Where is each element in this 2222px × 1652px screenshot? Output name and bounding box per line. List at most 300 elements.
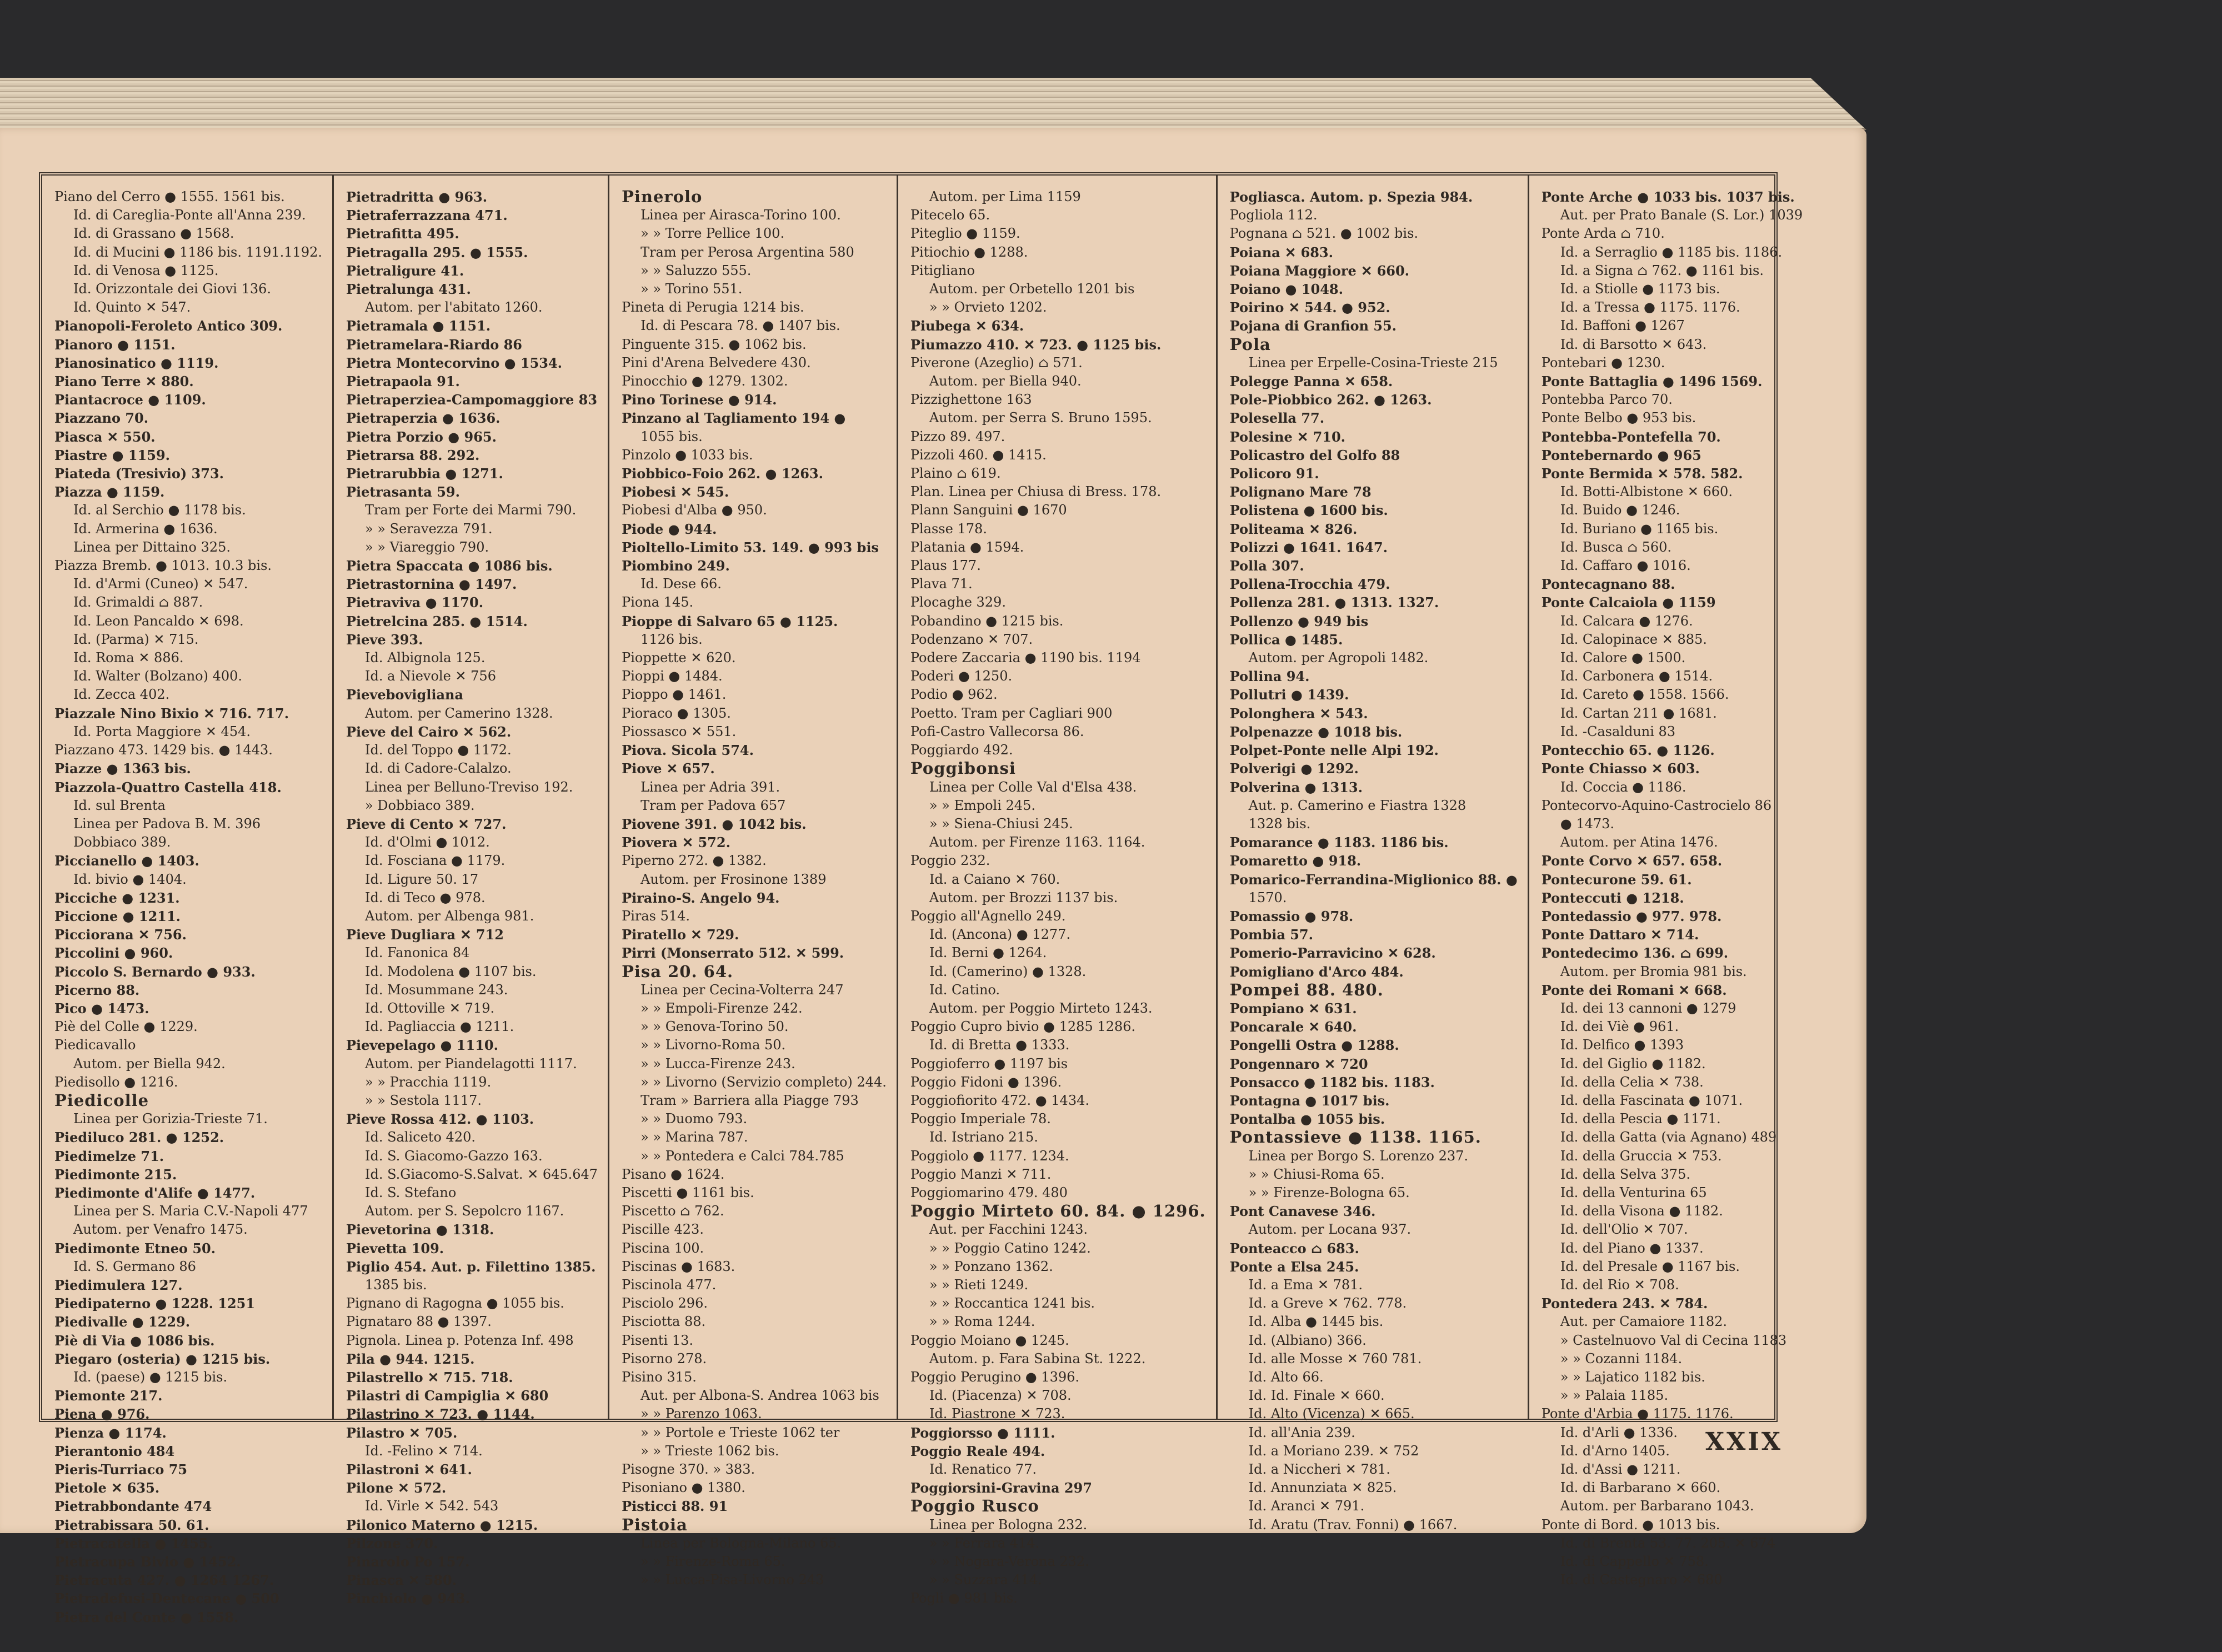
index-entry: Id. della Pescia ● 1171.	[1560, 1111, 1721, 1127]
index-entry: Pietrapaola 91.	[346, 373, 460, 390]
index-entry: Id. Grimaldi ⌂ 887.	[73, 594, 203, 610]
index-entry: Pomarico-Ferrandina-Miglionico 88. ●	[1229, 871, 1518, 888]
index-entry: Pietraperzia ● 1636.	[346, 410, 501, 427]
index-entry: Ponte Chiasso ✕ 603.	[1541, 760, 1700, 777]
index-entry: Pietraviva ● 1170.	[346, 594, 484, 611]
index-entry: Autom. per Biella 942.	[73, 1055, 226, 1072]
index-entry: Id. del Giglio ● 1182.	[1560, 1055, 1706, 1072]
index-heading: Poggio Mirteto 60. 84. ● 1296.	[910, 1202, 1206, 1221]
index-entry: Id. -Casalduni 83	[1560, 723, 1676, 739]
index-entry: Id. Istriano 215.	[929, 1129, 1038, 1145]
index-entry: Pioppi ● 1484.	[622, 668, 723, 684]
index-entry: Plan. Linea per Chiusa di Bress. 178.	[910, 484, 1162, 500]
index-entry: Linea per Adria 391.	[640, 779, 780, 795]
index-entry: Pietracuta 427. ● 1264 1267.	[54, 1572, 274, 1589]
index-entry: Piccolini ● 960.	[54, 945, 173, 962]
index-entry: Pisticci 88. 91	[622, 1498, 728, 1515]
book-page	[0, 128, 1866, 1625]
index-entry: Piazzano 70.	[54, 410, 149, 427]
index-entry: Piccione ● 1211.	[54, 908, 181, 924]
index-column	[1218, 176, 1529, 1533]
index-entry: 1570.	[1248, 889, 1287, 905]
index-entry: Pinarolo Po 157.	[346, 1554, 470, 1570]
index-heading: Poggio Rusco	[910, 1496, 1039, 1516]
index-entry: Polverigi ● 1292.	[1229, 760, 1359, 777]
index-entry: Id. d'Arli ● 1336.	[1560, 1424, 1678, 1440]
index-entry: Aut. per Camaiore 1182.	[1560, 1314, 1727, 1330]
index-entry: » » Suzzara 414.	[929, 1572, 1042, 1588]
index-entry: Pomerio-Parravicino ✕ 628.	[1229, 945, 1436, 962]
index-entry: Pobandino ● 1215 bis.	[910, 613, 1064, 629]
index-entry: Piovera ✕ 572.	[622, 834, 730, 851]
index-entry: Piazzano 473. 1429 bis. ● 1443.	[54, 742, 273, 758]
index-entry: Polpenazze ● 1018 bis.	[1229, 723, 1403, 740]
index-entry: Linea per S. Maria C.V.-Napoli 477	[73, 1203, 308, 1219]
index-entry: Id. Leon Pancaldo ✕ 698.	[73, 613, 244, 629]
index-entry: Poiano ● 1048.	[1229, 281, 1343, 298]
index-entry: Pizzighettone 163	[910, 392, 1032, 408]
index-entry: Piè di Via ● 1086 bis.	[54, 1332, 215, 1349]
index-entry: Poncarale ✕ 640.	[1229, 1019, 1357, 1035]
index-heading: Pola	[1229, 334, 1271, 354]
index-entry: Tram per Padova 657	[640, 797, 786, 813]
index-entry: Pietole ✕ 635.	[54, 1480, 160, 1496]
index-entry: Id. di Bretta ● 1333.	[929, 1037, 1070, 1053]
index-entry: Pomigliano d'Arco 484.	[1229, 963, 1404, 980]
index-entry: Pilastrino ✕ 723. ● 1144.	[346, 1406, 535, 1423]
index-entry: Pietrasanta 59.	[346, 484, 460, 500]
index-entry: Autom. per Locana 937.	[1248, 1222, 1412, 1238]
index-entry: Poggiorsini-Gravina 297	[910, 1480, 1092, 1496]
index-entry: Piantacroce ● 1109.	[54, 392, 206, 408]
index-entry: Pieve di Cento ✕ 727.	[346, 815, 507, 832]
index-entry: » » Siena-Chiusi 245.	[929, 815, 1073, 832]
index-entry: » » Portole e Trieste 1062 ter	[640, 1424, 840, 1440]
index-entry: Id. S. Germano 86	[73, 1258, 196, 1274]
index-entry: Pignano di Ragogna ● 1055 bis.	[346, 1295, 564, 1311]
index-entry: Id. Orizzontale dei Giovi 136.	[73, 281, 272, 297]
index-entry: Pisciolo 296.	[622, 1295, 708, 1311]
index-entry: Polegge Panna ✕ 658.	[1229, 373, 1393, 390]
index-entry: Ponte Calcaiola ● 1159	[1541, 594, 1716, 611]
index-entry: Piazza ● 1159.	[54, 484, 165, 500]
index-entry: Id. Fanonica 84	[364, 945, 470, 961]
index-entry: Autom. per Atina 1476.	[1560, 834, 1718, 850]
index-entry: » » Cozanni 1184.	[1560, 1350, 1683, 1366]
index-heading: Pistoia	[622, 1515, 688, 1534]
page-number: XXIX	[1705, 1428, 1783, 1456]
index-entry: Piperno 272. ● 1382.	[622, 853, 767, 869]
index-entry: Ponte a Elsa 245.	[1229, 1258, 1359, 1275]
index-entry: Pontecorvo-Aquino-Castrocielo 86	[1541, 797, 1772, 813]
index-entry: Pietraligure 41.	[346, 262, 464, 279]
index-entry: » Dobbiaco 389.	[364, 797, 475, 813]
index-entry: Linea per Airasca-Torino 100.	[640, 207, 841, 223]
index-entry: Pitecelo 65.	[910, 207, 990, 223]
index-entry: Pietra Spaccata ● 1086 bis.	[346, 558, 553, 574]
index-heading: Pontassieve ● 1138. 1165.	[1229, 1128, 1482, 1147]
index-entry: Id. Buriano ● 1165 bis.	[1560, 520, 1719, 537]
index-entry: Pollutri ● 1439.	[1229, 687, 1349, 703]
index-entry: Plava 71.	[910, 576, 973, 592]
index-entry: Poggioferro ● 1197 bis	[910, 1055, 1068, 1072]
index-entry: Linea per Gorizia-Trieste 71.	[73, 1111, 268, 1127]
index-entry: Autom. per Biella 940.	[929, 373, 1082, 389]
index-entry: Id. Delfico ● 1393	[1560, 1037, 1684, 1053]
index-entry: » » Firenze-Bologna 65.	[1248, 1184, 1410, 1200]
index-entry: Pianosinatico ● 1119.	[54, 354, 219, 371]
index-entry: Id. di Barsotto ✕ 643.	[1560, 336, 1707, 352]
index-entry: Pietrelcina 285. ● 1514.	[346, 613, 528, 629]
index-entry: Piobesi d'Alba ● 950.	[622, 502, 767, 518]
index-entry: Pinocchio ● 1279. 1302.	[622, 373, 788, 389]
index-entry: » » Orvieto 1202.	[929, 299, 1047, 316]
index-entry: Pontecagnano 88.	[1541, 576, 1675, 593]
index-entry: Id. (Camerino) ● 1328.	[929, 963, 1087, 979]
index-entry: Pioltello-Limito 53. 149. ● 993 bis	[622, 539, 879, 555]
index-entry: Id. Alto (Vicenza) ✕ 665.	[1248, 1406, 1415, 1422]
index-entry: Linea per Erpelle-Cosina-Trieste 215	[1248, 354, 1498, 371]
index-entry: Pietrarsa 88. 292.	[346, 447, 480, 463]
index-entry: Pisenti 13.	[622, 1332, 693, 1348]
index-entry: Piglio 454. Aut. p. Filettino 1385.	[346, 1258, 596, 1275]
index-entry: » » Seravezza 791.	[364, 520, 493, 537]
index-entry: » » Livorno-Roma 50.	[640, 1037, 786, 1053]
index-entry: Id. a Signa ⌂ 762. ● 1161 bis.	[1560, 262, 1764, 278]
index-entry: Linea per Belluno-Treviso 192.	[364, 779, 573, 795]
index-entry: Piazzola-Quattro Castella 418.	[54, 779, 282, 795]
index-entry: Id. sul Brenta	[73, 797, 166, 813]
index-entry: Autom. per Camerino 1328.	[364, 705, 553, 721]
index-entry: Pisoniano ● 1380.	[622, 1480, 745, 1496]
index-entry: Autom. per Brozzi 1137 bis.	[929, 889, 1118, 905]
index-entry: Polignano Mare 78	[1229, 484, 1372, 500]
index-entry: Id. Baffoni ● 1267	[1560, 318, 1685, 334]
index-entry: Pontedassio ● 977. 978.	[1541, 908, 1722, 924]
index-entry: Id. a Serraglio ● 1185 bis. 1186.	[1560, 244, 1783, 260]
index-entry: » » Genova-Torino 50.	[640, 1019, 789, 1035]
index-entry: Pietrabbondante 474	[54, 1498, 212, 1515]
index-entry: Autom. per Orbetello 1201 bis	[929, 281, 1135, 297]
index-entry: Piratello ✕ 729.	[622, 927, 739, 943]
index-entry: Piova. Sicola 574.	[622, 742, 754, 759]
index-entry: Pongennaro ✕ 720	[1229, 1055, 1368, 1072]
index-entry: Poderi ● 1250.	[910, 668, 1013, 684]
index-entry: Pitigliano	[910, 262, 975, 278]
index-entry: Picciorana ✕ 756.	[54, 927, 187, 943]
index-entry: Plann Sanguini ● 1670	[910, 502, 1067, 518]
index-entry: Pongelli Ostra ● 1288.	[1229, 1037, 1399, 1054]
index-entry: Autom. per Bromia 981 bis.	[1560, 963, 1747, 979]
index-entry: Pomaretto ● 918.	[1229, 853, 1362, 869]
index-entry: Ponsacco ● 1182 bis. 1183.	[1229, 1074, 1435, 1090]
index-entry: Pignataro 88 ● 1397.	[346, 1314, 492, 1330]
index-entry: 1328 bis.	[1248, 815, 1311, 832]
index-entry: » » Viareggio 790.	[364, 539, 489, 555]
index-entry: Polizzi ● 1641. 1647.	[1229, 539, 1388, 555]
index-entry: Aut. p. Camerino e Fiastra 1328	[1248, 797, 1467, 813]
index-entry: Id. alle Mosse ✕ 760 781.	[1248, 1350, 1422, 1366]
index-entry: Id. Virle ✕ 542. 543	[364, 1498, 499, 1514]
index-entry: Id. Modolena ● 1107 bis.	[364, 963, 537, 979]
index-entry: Ponte Belbo ● 953 bis.	[1541, 410, 1696, 426]
index-entry: Piemonte 217.	[54, 1388, 163, 1404]
index-entry: Id. d'Arno 1405.	[1560, 1443, 1670, 1459]
index-entry: Pontalba ● 1055 bis.	[1229, 1111, 1385, 1128]
index-entry: Picciche ● 1231.	[54, 889, 180, 906]
index-entry: Pietrabissara 50. 61.	[54, 1516, 209, 1533]
index-entry: Id. Roma ✕ 886.	[73, 650, 184, 666]
index-entry: Id. Aratu (Trav. Fonni) ● 1667.	[1248, 1516, 1458, 1533]
index-entry: Poiana Maggiore ✕ 660.	[1229, 262, 1410, 279]
index-entry: » » Saluzzo 555.	[640, 262, 752, 278]
index-entry: Pila ● 944. 1215.	[346, 1350, 475, 1367]
index-entry: Piumazzo 410. ✕ 723. ● 1125 bis.	[910, 336, 1162, 353]
index-entry: Piedipaterno ● 1228. 1251	[54, 1295, 256, 1312]
index-entry: Piazze ● 1363 bis.	[54, 760, 191, 777]
index-entry: Ponte Dattaro ✕ 714.	[1541, 927, 1699, 943]
index-entry: Piano del Cerro ● 1555. 1561 bis.	[54, 189, 285, 204]
index-entry: Dobbiaco 389.	[73, 834, 171, 850]
index-entry: Id. Careto ● 1558. 1566.	[1560, 687, 1729, 703]
index-entry: Pievepelago ● 1110.	[346, 1037, 498, 1054]
index-entry: Politeama ✕ 826.	[1229, 520, 1358, 537]
index-entry: » » Firenze-Roma 65.	[640, 1554, 785, 1570]
index-entry: Plasse 178.	[910, 520, 987, 537]
index-entry: Pilone ✕ 572.	[346, 1480, 447, 1496]
index-entry: Autom. per l'abitato 1260.	[364, 299, 543, 316]
index-entry: Pico ● 1473.	[54, 1000, 149, 1017]
index-entry: Pole-Piobbico 262. ● 1263.	[1229, 392, 1432, 408]
index-entry: Pianoro ● 1151.	[54, 336, 176, 353]
index-entry: Pieris-Turriaco 75	[54, 1461, 188, 1478]
index-entry: Piastre ● 1159.	[54, 447, 171, 463]
index-entry: 1385 bis.	[364, 1276, 427, 1293]
index-entry: Pino Torinese ● 914.	[622, 392, 777, 408]
index-entry: Aut. per Prato Banale (S. Lor.) 1039	[1560, 207, 1803, 223]
index-entry: Pioppette ✕ 620.	[622, 650, 736, 666]
index-entry: Id. Fosciana ● 1179.	[364, 853, 506, 869]
index-entry: Pilzone 370.	[346, 1535, 438, 1551]
index-entry: Pietracupa Bivio ● 1452.	[54, 1554, 241, 1570]
index-entry: » » Torino 551.	[640, 281, 743, 297]
index-entry: Linea per Bologna-Milano 65.	[640, 1535, 842, 1551]
index-entry: Pollenzo ● 949 bis	[1229, 613, 1369, 629]
index-column	[898, 176, 1218, 1606]
index-heading: Pompei 88. 480.	[1229, 980, 1384, 999]
index-entry: Pienza ● 1174.	[54, 1424, 167, 1441]
index-entry: Poggio Cupro bivio ● 1285 1286.	[910, 1019, 1136, 1035]
index-entry: Piossasco ✕ 551.	[622, 723, 737, 739]
index-entry: Pietra Porzio ● 965.	[346, 428, 497, 445]
index-entry: Id. all'Ania 239.	[1248, 1424, 1355, 1440]
index-entry: Piccianello ● 1403.	[54, 853, 199, 869]
index-entry: Ponte dei Romani ✕ 668.	[1541, 982, 1727, 998]
index-entry: Pianopoli-Feroleto Antico 309.	[54, 318, 283, 334]
index-entry: Id. S.Giacomo-S.Salvat. ✕ 645.647	[364, 1166, 598, 1182]
index-entry: Pignola. Linea p. Potenza Inf. 498	[346, 1332, 574, 1348]
index-entry: Piedimelze 71.	[54, 1148, 164, 1164]
index-entry: Pietramelara-Riardo 86	[346, 336, 522, 353]
index-entry: Pontebba Parco 70.	[1541, 392, 1673, 408]
index-entry: Poggio all'Agnello 249.	[910, 908, 1066, 924]
index-entry: Id. Albignola 125.	[364, 650, 486, 666]
index-entry: Plaus 177.	[910, 558, 981, 574]
index-entry: Pinguente 315. ● 1062 bis.	[622, 336, 807, 352]
index-entry: Pierantonio 484	[54, 1443, 175, 1459]
index-entry: Id. di Pescara 78. ● 1407 bis.	[640, 318, 840, 334]
index-entry: Id. Calore ● 1500.	[1560, 650, 1686, 666]
index-entry: ● 1473.	[1560, 815, 1615, 832]
index-entry: Id. di Careglia-Ponte all'Anna 239.	[73, 207, 306, 223]
index-entry: Tram » Barriera alla Piagge 793	[640, 1092, 859, 1108]
index-entry: Piedimonte 215.	[54, 1166, 177, 1183]
index-entry: Pollina 94.	[1229, 668, 1310, 685]
index-entry: » » Lucca-Firenze 243.	[640, 1055, 795, 1072]
index-entry: Pisano ● 1624.	[622, 1166, 725, 1182]
index-entry: Pini d'Arena Belvedere 430.	[622, 354, 811, 371]
index-entry: Piteglio ● 1159.	[910, 226, 1020, 242]
index-entry: Id. della Fascinata ● 1071.	[1560, 1092, 1743, 1108]
index-entry: Id. bivio ● 1404.	[73, 871, 187, 887]
index-entry: Plaino ⌂ 619.	[910, 465, 1001, 482]
index-entry: Poggio Manzi ✕ 711.	[910, 1166, 1052, 1182]
index-entry: Pollenza 281. ● 1313. 1327.	[1229, 594, 1439, 611]
index-entry: Id. Porta Maggiore ✕ 454.	[73, 723, 251, 739]
index-heading: Poggibonsi	[910, 759, 1016, 778]
index-entry: Id. a Caiano ✕ 760.	[929, 871, 1060, 887]
index-entry: Pollica ● 1485.	[1229, 631, 1343, 648]
index-entry: Id. Catino.	[929, 982, 1000, 998]
index-entry: Pontecchio 65. ● 1126.	[1541, 742, 1715, 759]
index-entry: Piena ● 976.	[54, 1406, 150, 1423]
index-entry: Pomarance ● 1183. 1186 bis.	[1229, 834, 1449, 851]
index-entry: Id. Quinto ✕ 547.	[73, 299, 191, 316]
index-entry: Pombia 57.	[1229, 927, 1313, 943]
index-entry: Poggiolo ● 1177. 1234.	[910, 1148, 1069, 1164]
index-entry: Autom. p. Fara Sabina St. 1222.	[929, 1350, 1146, 1366]
index-entry: Pogli ● 981 bis.	[910, 1590, 1018, 1606]
index-entry: Id. della Celia ✕ 738.	[1560, 1074, 1704, 1090]
index-entry: Poggiorsso ● 1111.	[910, 1424, 1055, 1441]
index-entry: Polesine ✕ 710.	[1229, 428, 1346, 445]
index-entry: Pietracatella ● 1455.	[54, 1535, 213, 1551]
index-entry: Id. di Castegnaro ✕ 680	[1560, 1572, 1723, 1588]
index-entry: Id. Alto 66.	[1248, 1369, 1324, 1385]
index-entry: Pontedecimo 136. ⌂ 699.	[1541, 945, 1729, 962]
index-entry: Pilonico Materno ● 1215.	[346, 1516, 538, 1533]
index-entry: Piazza Bremb. ● 1013. 10.3 bis.	[54, 558, 272, 574]
index-entry: Autom. per Serra S. Bruno 1595.	[929, 410, 1152, 426]
index-entry: Id. Berni ● 1264.	[929, 945, 1047, 961]
index-entry: » » Duomo 793.	[640, 1111, 748, 1127]
index-entry: Piscetto ⌂ 762.	[622, 1203, 724, 1219]
index-entry: Aut. per Albona-S. Andrea 1063 bis	[640, 1388, 879, 1404]
index-entry: Id. del Toppo ● 1172.	[364, 742, 512, 758]
index-column	[609, 176, 898, 1588]
index-entry: Pisogne 370. » 383.	[622, 1461, 755, 1478]
index-entry: Id. a Tressa ● 1175. 1176.	[1560, 299, 1740, 316]
index-entry: » » Ferrara 414.	[929, 1535, 1040, 1551]
index-entry: Id. Busca ⌂ 560.	[1560, 539, 1672, 555]
index-entry: Pioraco ● 1305.	[622, 705, 731, 721]
index-entry: Pievetorina ● 1318.	[346, 1222, 494, 1238]
index-entry: Pievetta 109.	[346, 1240, 444, 1256]
index-entry: Piasca ✕ 550.	[54, 428, 156, 445]
index-entry: » » Livorno (Servizio completo) 244.	[640, 1074, 887, 1090]
index-entry: Id. a Ema ✕ 781.	[1248, 1276, 1363, 1293]
index-entry: 1055 bis.	[640, 428, 703, 444]
index-entry: » » Sestola 1117.	[364, 1092, 482, 1108]
index-entry: Piovene 391. ● 1042 bis.	[622, 815, 807, 832]
index-entry: Id. del Presale ● 1167 bis.	[1560, 1258, 1740, 1274]
index-entry: Pilastroni ✕ 641.	[346, 1461, 472, 1478]
index-entry: Ponte d'Arbia ● 1175. 1176.	[1541, 1406, 1734, 1422]
index-entry: Poggio 232.	[910, 853, 990, 869]
index-entry: Piedimonte d'Alife ● 1477.	[54, 1184, 256, 1201]
index-entry: Id. Carbonera ● 1514.	[1560, 668, 1713, 684]
index-entry: Pinzano al Tagliamento 194 ●	[622, 410, 846, 427]
index-entry: Piubega ✕ 634.	[910, 318, 1024, 334]
index-entry: Pinzolo ● 1033 bis.	[622, 447, 753, 463]
index-entry: Autom. per Piandelagotti 1117.	[364, 1055, 577, 1072]
index-entry: Id. (Piacenza) ✕ 708.	[929, 1388, 1072, 1404]
index-entry: Piona 145.	[622, 594, 694, 610]
index-entry: Pietrastornina ● 1497.	[346, 576, 517, 593]
index-entry: Pisino 315.	[622, 1369, 697, 1385]
index-entry: Pofi-Castro Vallecorsa 86.	[910, 723, 1084, 739]
index-entry: Autom. per S. Sepolcro 1167.	[364, 1203, 564, 1219]
index-entry: Autom. per Poggio Mirteto 1243.	[929, 1000, 1153, 1016]
index-entry: Pontagna ● 1017 bis.	[1229, 1092, 1390, 1109]
index-entry: Tram per Perosa Argentina 580	[640, 244, 854, 260]
index-entry: » » Palaia 1185.	[1560, 1388, 1669, 1404]
index-entry: Autom. per Venafro 1475.	[73, 1222, 248, 1238]
index-entry: Autom. per Albenga 981.	[364, 908, 534, 924]
index-entry: Poggiardo 492.	[910, 742, 1013, 758]
index-entry: Piedisollo ● 1216.	[54, 1074, 178, 1090]
index-entry: Id. di Cappello ✕ 758.	[1560, 1554, 1709, 1570]
index-entry: Ponteccuti ● 1218.	[1541, 889, 1684, 906]
index-entry: Id. al Serchio ● 1178 bis.	[73, 502, 246, 518]
index-heading: Pisa 20. 64.	[622, 962, 734, 981]
index-entry: Id. Saliceto 420.	[364, 1129, 476, 1145]
index-entry: Piscina 100.	[622, 1240, 704, 1256]
index-heading: Piedicolle	[54, 1090, 149, 1110]
index-entry: Piraino-S. Angelo 94.	[622, 889, 780, 906]
index-entry: 1126 bis.	[640, 631, 703, 647]
index-entry: Pollena-Trocchia 479.	[1229, 576, 1390, 593]
index-entry: Ponte Battaglia ● 1496 1569.	[1541, 373, 1763, 390]
index-heading: Pinerolo	[622, 187, 703, 206]
index-entry: Polpet-Ponte nelle Alpi 192.	[1229, 742, 1439, 759]
index-entry: Pieve Dugliara ✕ 712	[346, 927, 504, 943]
index-entry: Piras 514.	[622, 908, 690, 924]
index-entry: » » Pontedera e Calci 784.785	[640, 1148, 844, 1164]
index-entry: Piobesi ✕ 545.	[622, 484, 729, 500]
index-entry: Pirri (Monserrato 512. ✕ 599.	[622, 945, 844, 962]
index-entry: » » Lajatico 1182 bis.	[1560, 1369, 1705, 1385]
index-entry: Pontebari ● 1230.	[1541, 354, 1665, 371]
index-entry: Linea per Bologna 232.	[929, 1516, 1088, 1533]
index-entry: Pisorno 278.	[622, 1350, 707, 1366]
index-entry: » Castelnuovo Val di Cecina 1183	[1560, 1332, 1787, 1348]
index-entry: Pojana di Granfion 55.	[1229, 318, 1397, 334]
index-entry: Pietradefusi-Dentecane ● 500	[54, 1590, 279, 1607]
index-entry: Id. Alba ● 1445 bis.	[1248, 1314, 1384, 1330]
index-entry: Pinchiolo ● 943.	[346, 1590, 471, 1607]
index-entry: Pietra Montecorvino ● 1534.	[346, 354, 563, 371]
